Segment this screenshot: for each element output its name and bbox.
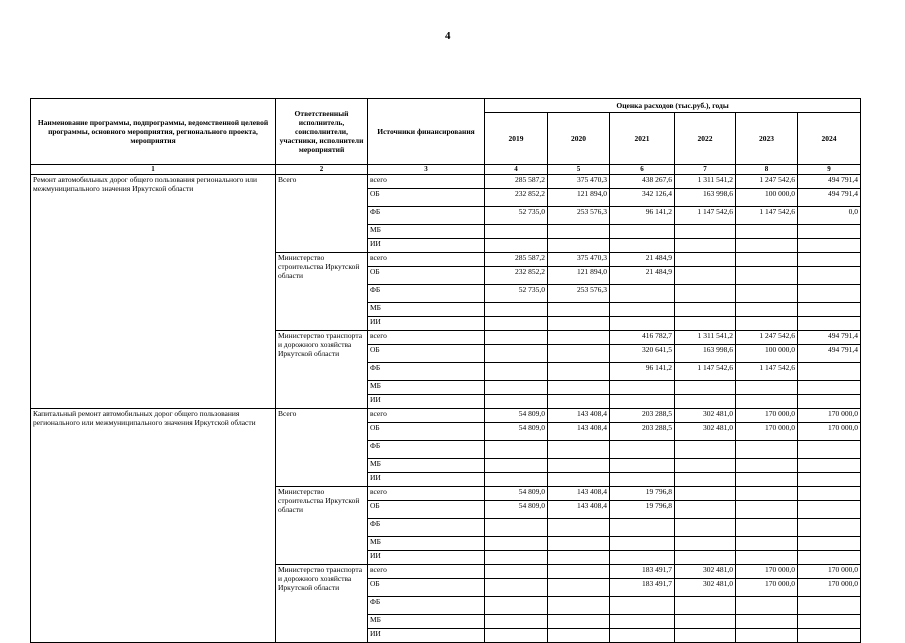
- amount-cell: 170 000,0: [798, 423, 861, 441]
- amount-cell: [548, 331, 610, 345]
- funding-source: ИИ: [368, 629, 485, 643]
- column-number: 7: [675, 165, 736, 175]
- amount-cell: [675, 381, 736, 395]
- amount-cell: 375 470,3: [548, 175, 610, 189]
- amount-cell: 320 641,5: [610, 345, 675, 363]
- amount-cell: [736, 441, 798, 459]
- funding-source: ИИ: [368, 395, 485, 409]
- amount-cell: [675, 317, 736, 331]
- amount-cell: [485, 395, 548, 409]
- funding-source: ОБ: [368, 189, 485, 207]
- amount-cell: [610, 551, 675, 565]
- responsible-executor: Министерство транспорта и дорожного хозяйства Иркутской области: [276, 331, 368, 409]
- column-number: 6: [610, 165, 675, 175]
- funding-source: всего: [368, 565, 485, 579]
- amount-cell: [798, 615, 861, 629]
- amount-cell: 52 735,0: [485, 285, 548, 303]
- funding-source: всего: [368, 409, 485, 423]
- funding-source: МБ: [368, 225, 485, 239]
- amount-cell: [798, 253, 861, 267]
- amount-cell: [675, 225, 736, 239]
- amount-cell: [548, 303, 610, 317]
- amount-cell: [798, 551, 861, 565]
- expenditure-table: [30, 98, 861, 643]
- amount-cell: 143 408,4: [548, 487, 610, 501]
- amount-cell: 170 000,0: [798, 579, 861, 597]
- amount-cell: [798, 487, 861, 501]
- amount-cell: [798, 317, 861, 331]
- amount-cell: 1 147 542,6: [736, 207, 798, 225]
- amount-cell: [485, 597, 548, 615]
- amount-cell: [675, 615, 736, 629]
- header-year: 2019: [485, 113, 548, 165]
- amount-cell: 170 000,0: [736, 409, 798, 423]
- header-name: Наименование программы, подпрограммы, ведомственной целевой программы, основного мероприятия, регионального проекта, мероприятия: [31, 99, 276, 165]
- amount-cell: [548, 615, 610, 629]
- amount-cell: [485, 239, 548, 253]
- amount-cell: [548, 597, 610, 615]
- amount-cell: [675, 395, 736, 409]
- section-name: Капитальный ремонт автомобильных дорог общего пользования регионального или межмуниципального значения Иркутской области: [31, 409, 276, 643]
- funding-source: ИИ: [368, 551, 485, 565]
- amount-cell: [485, 473, 548, 487]
- amount-cell: [798, 225, 861, 239]
- funding-source: ФБ: [368, 597, 485, 615]
- funding-source: ОБ: [368, 267, 485, 285]
- amount-cell: [485, 363, 548, 381]
- amount-cell: [485, 565, 548, 579]
- amount-cell: [675, 473, 736, 487]
- amount-cell: [736, 317, 798, 331]
- amount-cell: 170 000,0: [736, 423, 798, 441]
- amount-cell: 285 587,2: [485, 253, 548, 267]
- amount-cell: [736, 459, 798, 473]
- amount-cell: 375 470,3: [548, 253, 610, 267]
- amount-cell: [675, 285, 736, 303]
- amount-cell: 183 491,7: [610, 565, 675, 579]
- amount-cell: [610, 303, 675, 317]
- amount-cell: [675, 537, 736, 551]
- amount-cell: 21 484,9: [610, 267, 675, 285]
- funding-source: всего: [368, 487, 485, 501]
- funding-source: ИИ: [368, 317, 485, 331]
- amount-cell: [736, 597, 798, 615]
- amount-cell: 1 311 541,2: [675, 175, 736, 189]
- amount-cell: [610, 317, 675, 331]
- header-estimate: Оценка расходов (тыс.руб.), годы: [485, 99, 861, 113]
- amount-cell: [485, 579, 548, 597]
- column-number: 4: [485, 165, 548, 175]
- amount-cell: [548, 459, 610, 473]
- amount-cell: [675, 501, 736, 519]
- section-name: Ремонт автомобильных дорог общего пользования регионального или межмуниципального значения Иркутской области: [31, 175, 276, 409]
- amount-cell: [798, 473, 861, 487]
- table-row: [31, 409, 861, 423]
- amount-cell: [485, 381, 548, 395]
- amount-cell: 416 782,7: [610, 331, 675, 345]
- amount-cell: [548, 579, 610, 597]
- amount-cell: [798, 597, 861, 615]
- amount-cell: [610, 459, 675, 473]
- amount-cell: [548, 363, 610, 381]
- amount-cell: 1 147 542,6: [736, 363, 798, 381]
- amount-cell: 163 998,6: [675, 345, 736, 363]
- amount-cell: [548, 537, 610, 551]
- amount-cell: [610, 381, 675, 395]
- amount-cell: 170 000,0: [736, 579, 798, 597]
- amount-cell: 100 000,0: [736, 189, 798, 207]
- amount-cell: [485, 317, 548, 331]
- amount-cell: [675, 239, 736, 253]
- funding-source: ФБ: [368, 519, 485, 537]
- amount-cell: [610, 441, 675, 459]
- funding-source: МБ: [368, 459, 485, 473]
- amount-cell: 302 481,0: [675, 579, 736, 597]
- amount-cell: 0,0: [798, 207, 861, 225]
- amount-cell: [548, 473, 610, 487]
- amount-cell: 253 576,3: [548, 207, 610, 225]
- amount-cell: 232 852,2: [485, 189, 548, 207]
- amount-cell: 494 791,4: [798, 175, 861, 189]
- amount-cell: [675, 597, 736, 615]
- amount-cell: [675, 253, 736, 267]
- amount-cell: [610, 285, 675, 303]
- funding-source: ИИ: [368, 239, 485, 253]
- amount-cell: 494 791,4: [798, 345, 861, 363]
- amount-cell: [675, 441, 736, 459]
- column-number: 2: [276, 165, 368, 175]
- funding-source: всего: [368, 175, 485, 189]
- amount-cell: [798, 537, 861, 551]
- amount-cell: 121 894,0: [548, 189, 610, 207]
- amount-cell: [675, 551, 736, 565]
- amount-cell: [485, 537, 548, 551]
- amount-cell: [548, 225, 610, 239]
- amount-cell: [610, 615, 675, 629]
- amount-cell: [736, 267, 798, 285]
- amount-cell: [736, 253, 798, 267]
- amount-cell: [798, 519, 861, 537]
- amount-cell: [798, 441, 861, 459]
- amount-cell: 1 311 541,2: [675, 331, 736, 345]
- funding-source: ФБ: [368, 285, 485, 303]
- amount-cell: [485, 615, 548, 629]
- amount-cell: 96 141,2: [610, 363, 675, 381]
- amount-cell: 143 408,4: [548, 501, 610, 519]
- amount-cell: 96 141,2: [610, 207, 675, 225]
- amount-cell: [736, 239, 798, 253]
- amount-cell: [485, 331, 548, 345]
- amount-cell: 54 809,0: [485, 423, 548, 441]
- funding-source: МБ: [368, 615, 485, 629]
- amount-cell: [736, 473, 798, 487]
- amount-cell: [798, 395, 861, 409]
- amount-cell: [798, 303, 861, 317]
- amount-cell: [736, 615, 798, 629]
- amount-cell: [736, 519, 798, 537]
- amount-cell: 342 126,4: [610, 189, 675, 207]
- amount-cell: [798, 363, 861, 381]
- amount-cell: [610, 519, 675, 537]
- funding-source: ИИ: [368, 473, 485, 487]
- amount-cell: 438 267,6: [610, 175, 675, 189]
- amount-cell: [736, 501, 798, 519]
- amount-cell: 54 809,0: [485, 409, 548, 423]
- amount-cell: 1 247 542,6: [736, 175, 798, 189]
- amount-cell: [548, 565, 610, 579]
- amount-cell: [675, 303, 736, 317]
- amount-cell: 170 000,0: [798, 565, 861, 579]
- amount-cell: [485, 459, 548, 473]
- funding-source: МБ: [368, 537, 485, 551]
- amount-cell: [736, 381, 798, 395]
- amount-cell: 19 796,8: [610, 487, 675, 501]
- amount-cell: [736, 629, 798, 643]
- amount-cell: 302 481,0: [675, 409, 736, 423]
- amount-cell: [610, 239, 675, 253]
- amount-cell: [736, 303, 798, 317]
- amount-cell: [610, 395, 675, 409]
- amount-cell: [610, 597, 675, 615]
- amount-cell: [798, 381, 861, 395]
- amount-cell: [485, 629, 548, 643]
- amount-cell: [610, 225, 675, 239]
- amount-cell: 19 796,8: [610, 501, 675, 519]
- amount-cell: [485, 519, 548, 537]
- amount-cell: [798, 285, 861, 303]
- amount-cell: [548, 395, 610, 409]
- amount-cell: [610, 629, 675, 643]
- header-responsible: Ответственный исполнитель, соисполнители, участники, исполнители мероприятий: [276, 99, 368, 165]
- amount-cell: [798, 459, 861, 473]
- amount-cell: [798, 267, 861, 285]
- amount-cell: 52 735,0: [485, 207, 548, 225]
- amount-cell: 54 809,0: [485, 501, 548, 519]
- amount-cell: [485, 303, 548, 317]
- amount-cell: 302 481,0: [675, 423, 736, 441]
- funding-source: ФБ: [368, 363, 485, 381]
- funding-source: ОБ: [368, 501, 485, 519]
- header-year: 2021: [610, 113, 675, 165]
- header-year: 2023: [736, 113, 798, 165]
- amount-cell: [736, 285, 798, 303]
- amount-cell: [485, 345, 548, 363]
- amount-cell: [485, 225, 548, 239]
- amount-cell: [736, 487, 798, 501]
- amount-cell: [675, 459, 736, 473]
- amount-cell: 302 481,0: [675, 565, 736, 579]
- column-number: 9: [798, 165, 861, 175]
- header-source: Источники финансирования: [368, 99, 485, 165]
- amount-cell: 170 000,0: [736, 565, 798, 579]
- responsible-executor: Министерство строительства Иркутской области: [276, 487, 368, 565]
- amount-cell: [675, 487, 736, 501]
- table-row: [31, 175, 861, 189]
- amount-cell: [736, 225, 798, 239]
- amount-cell: 163 998,6: [675, 189, 736, 207]
- amount-cell: [548, 551, 610, 565]
- amount-cell: 21 484,9: [610, 253, 675, 267]
- column-number: 5: [548, 165, 610, 175]
- amount-cell: 54 809,0: [485, 487, 548, 501]
- responsible-executor: Всего: [276, 175, 368, 253]
- amount-cell: [675, 519, 736, 537]
- page-number: 4: [445, 30, 451, 42]
- column-number: 3: [368, 165, 485, 175]
- table-body: [31, 175, 861, 643]
- funding-source: ОБ: [368, 345, 485, 363]
- column-number: 8: [736, 165, 798, 175]
- amount-cell: [485, 551, 548, 565]
- amount-cell: 232 852,2: [485, 267, 548, 285]
- amount-cell: [610, 473, 675, 487]
- amount-cell: [548, 239, 610, 253]
- amount-cell: [675, 629, 736, 643]
- funding-source: МБ: [368, 303, 485, 317]
- amount-cell: [548, 381, 610, 395]
- amount-cell: 143 408,4: [548, 423, 610, 441]
- amount-cell: 100 000,0: [736, 345, 798, 363]
- responsible-executor: Министерство транспорта и дорожного хозяйства Иркутской области: [276, 565, 368, 643]
- funding-source: ОБ: [368, 579, 485, 597]
- amount-cell: [798, 629, 861, 643]
- funding-source: МБ: [368, 381, 485, 395]
- amount-cell: 1 247 542,6: [736, 331, 798, 345]
- amount-cell: [548, 441, 610, 459]
- funding-source: всего: [368, 331, 485, 345]
- amount-cell: 121 894,0: [548, 267, 610, 285]
- amount-cell: 494 791,4: [798, 189, 861, 207]
- amount-cell: 494 791,4: [798, 331, 861, 345]
- amount-cell: 170 000,0: [798, 409, 861, 423]
- funding-source: ОБ: [368, 423, 485, 441]
- amount-cell: 253 576,3: [548, 285, 610, 303]
- amount-cell: [548, 317, 610, 331]
- amount-cell: [736, 395, 798, 409]
- amount-cell: 183 491,7: [610, 579, 675, 597]
- responsible-executor: Министерство строительства Иркутской области: [276, 253, 368, 331]
- amount-cell: [610, 537, 675, 551]
- amount-cell: [736, 551, 798, 565]
- amount-cell: [548, 345, 610, 363]
- funding-source: ФБ: [368, 207, 485, 225]
- responsible-executor: Всего: [276, 409, 368, 487]
- amount-cell: [548, 519, 610, 537]
- header-year: 2020: [548, 113, 610, 165]
- amount-cell: [548, 629, 610, 643]
- funding-source: всего: [368, 253, 485, 267]
- amount-cell: 143 408,4: [548, 409, 610, 423]
- amount-cell: 203 288,5: [610, 423, 675, 441]
- amount-cell: [485, 441, 548, 459]
- amount-cell: [675, 267, 736, 285]
- header-year: 2022: [675, 113, 736, 165]
- amount-cell: [736, 537, 798, 551]
- amount-cell: 1 147 542,6: [675, 207, 736, 225]
- amount-cell: 285 587,2: [485, 175, 548, 189]
- amount-cell: [798, 239, 861, 253]
- amount-cell: 1 147 542,6: [675, 363, 736, 381]
- funding-source: ФБ: [368, 441, 485, 459]
- column-number: 1: [31, 165, 276, 175]
- amount-cell: 203 288,5: [610, 409, 675, 423]
- header-year: 2024: [798, 113, 861, 165]
- amount-cell: [798, 501, 861, 519]
